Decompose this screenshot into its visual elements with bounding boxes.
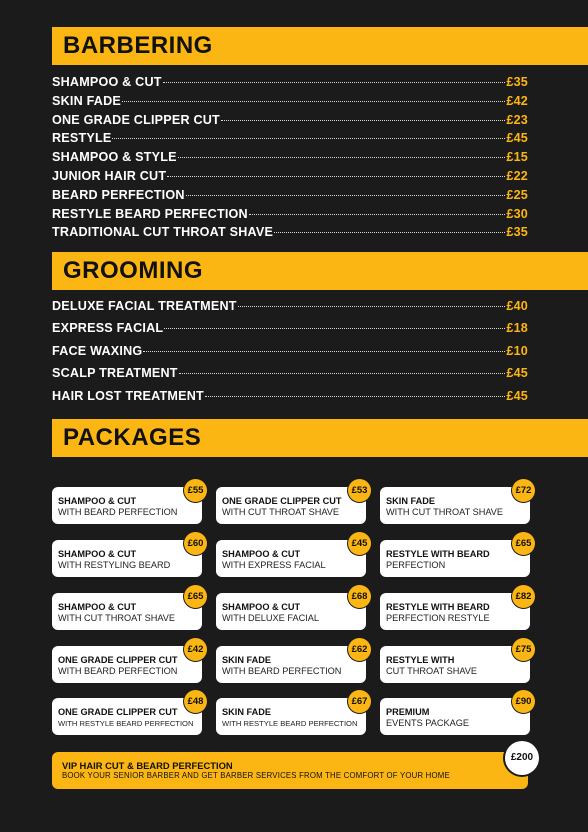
barbering-item [52, 150, 528, 169]
package-subtitle: WITH CUT THROAT SHAVE [222, 507, 340, 517]
package-title: SKIN FADE [386, 496, 436, 506]
package-card [216, 593, 366, 630]
barbering-list [52, 75, 528, 244]
grooming-item [52, 299, 528, 321]
package-subtitle: PERFECTION [386, 560, 446, 570]
item-price: £42 [506, 93, 528, 108]
item-name: RESTYLE BEARD PERFECTION [52, 206, 248, 221]
package-title: SKIN FADE [222, 655, 272, 665]
package-title: ONE GRADE CLIPPER CUT [222, 496, 342, 506]
price-badge: £48 [184, 690, 207, 713]
barbering-item [52, 75, 528, 94]
dot-leader [238, 306, 506, 307]
price-badge: £68 [348, 585, 371, 608]
packages-title: PACKAGES [63, 424, 202, 451]
price-badge: £62 [348, 638, 371, 661]
vip-title: VIP HAIR CUT & BEARD PERFECTION [62, 760, 233, 771]
price-badge: £72 [512, 479, 535, 502]
barbering-item [52, 113, 528, 132]
price-badge: £53 [348, 479, 371, 502]
grooming-item [52, 389, 528, 411]
item-name: RESTYLE [52, 131, 112, 146]
item-price: £35 [506, 225, 528, 240]
package-subtitle: PERFECTION RESTYLE [386, 613, 490, 623]
package-subtitle: WITH CUT THROAT SHAVE [58, 613, 176, 623]
grooming-header [52, 252, 588, 290]
price-badge: £82 [512, 585, 535, 608]
package-subtitle: WITH CUT THROAT SHAVE [386, 507, 504, 517]
item-name: SHAMPOO & STYLE [52, 150, 177, 165]
package-card [216, 698, 366, 735]
price-badge: £90 [512, 690, 535, 713]
package-title: SHAMPOO & CUT [58, 549, 137, 559]
barbering-item [52, 94, 528, 113]
package-title: SHAMPOO & CUT [222, 549, 301, 559]
package-title: SHAMPOO & CUT [58, 496, 137, 506]
package-title: SHAMPOO & CUT [222, 602, 301, 612]
package-subtitle: WITH BEARD PERFECTION [58, 507, 178, 517]
grooming-list [52, 299, 528, 411]
item-price: £23 [506, 112, 528, 127]
grooming-item [52, 344, 528, 366]
item-price: £15 [506, 150, 528, 165]
item-price: £40 [506, 299, 528, 313]
price-badge: £60 [184, 532, 207, 555]
item-name: EXPRESS FACIAL [52, 321, 164, 336]
price-badge: £67 [348, 690, 371, 713]
price-badge: £75 [512, 638, 535, 661]
package-card [216, 646, 366, 683]
package-title: ONE GRADE CLIPPER CUT [58, 655, 178, 665]
vip-price-badge: £200 [505, 741, 539, 775]
package-subtitle: WITH DELUXE FACIAL [222, 613, 319, 623]
item-name: SKIN FADE [52, 93, 121, 108]
dot-leader [178, 157, 506, 158]
package-card [380, 487, 530, 524]
dot-leader [249, 214, 506, 215]
package-title: SHAMPOO & CUT [58, 602, 137, 612]
item-name: FACE WAXING [52, 343, 143, 358]
package-card [380, 593, 530, 630]
dot-leader [143, 351, 505, 352]
dot-leader [274, 232, 505, 233]
item-price: £30 [506, 206, 528, 221]
package-card [216, 540, 366, 577]
dot-leader [179, 373, 506, 374]
package-title: RESTYLE WITH BEARD [386, 549, 490, 559]
dot-leader [164, 328, 505, 329]
grooming-item [52, 366, 528, 388]
dot-leader [205, 396, 505, 397]
grooming-item [52, 321, 528, 343]
dot-leader [163, 82, 506, 83]
package-subtitle: WITH RESTYLE BEARD PERFECTION [222, 719, 358, 728]
dot-leader [112, 138, 505, 139]
package-subtitle: WITH EXPRESS FACIAL [222, 560, 326, 570]
package-card [52, 646, 202, 683]
item-price: £25 [506, 187, 528, 202]
item-price: £35 [506, 75, 528, 89]
price-badge: £42 [184, 638, 207, 661]
package-card [216, 487, 366, 524]
package-card [52, 540, 202, 577]
barbering-title: BARBERING [63, 32, 213, 59]
item-name: JUNIOR HAIR CUT [52, 168, 167, 183]
price-badge: £45 [348, 532, 371, 555]
barbering-item [52, 207, 528, 226]
item-price: £18 [506, 321, 528, 336]
package-card [380, 540, 530, 577]
packages-header [52, 419, 588, 457]
package-subtitle: WITH BEARD PERFECTION [58, 666, 178, 676]
package-subtitle: CUT THROAT SHAVE [386, 666, 478, 676]
vip-subtitle: BOOK YOUR SENIOR BARBER AND GET BARBER SERVICES FROM THE COMFORT OF YOUR HOME [62, 771, 450, 780]
package-title: ONE GRADE CLIPPER CUT [58, 707, 178, 717]
price-badge: £55 [184, 479, 207, 502]
dot-leader [167, 176, 505, 177]
barbering-item [52, 131, 528, 150]
package-subtitle: WITH RESTYLE BEARD PERFECTION [58, 719, 194, 728]
item-name: ONE GRADE CLIPPER CUT [52, 112, 220, 127]
price-badge: £65 [512, 532, 535, 555]
dot-leader [122, 101, 505, 102]
vip-banner [52, 752, 528, 789]
barbering-item [52, 169, 528, 188]
dot-leader [186, 195, 506, 196]
item-name: DELUXE FACIAL TREATMENT [52, 299, 237, 313]
package-subtitle: WITH RESTYLING BEARD [58, 560, 171, 570]
price-badge: £65 [184, 585, 207, 608]
item-name: SHAMPOO & CUT [52, 75, 162, 89]
package-subtitle: EVENTS PACKAGE [386, 718, 470, 728]
package-card [52, 593, 202, 630]
item-name: HAIR LOST TREATMENT [52, 388, 204, 403]
item-price: £45 [506, 388, 528, 403]
package-title: RESTYLE WITH [386, 655, 455, 665]
package-title: SKIN FADE [222, 707, 272, 717]
package-grid [52, 487, 530, 737]
package-card [52, 487, 202, 524]
package-title: RESTYLE WITH BEARD [386, 602, 490, 612]
item-price: £10 [506, 343, 528, 358]
grooming-title: GROOMING [63, 257, 203, 284]
package-card [52, 698, 202, 735]
package-card [380, 698, 530, 735]
package-title: PREMIUM [386, 707, 430, 717]
package-subtitle: WITH BEARD PERFECTION [222, 666, 342, 676]
package-card [380, 646, 530, 683]
item-name: BEARD PERFECTION [52, 187, 185, 202]
item-name: TRADITIONAL CUT THROAT SHAVE [52, 225, 274, 240]
barbering-item [52, 225, 528, 244]
item-price: £45 [506, 131, 528, 146]
dot-leader [221, 120, 505, 121]
barbering-item [52, 188, 528, 207]
item-price: £22 [506, 168, 528, 183]
barbering-header [52, 27, 588, 65]
item-name: SCALP TREATMENT [52, 366, 178, 381]
item-price: £45 [506, 366, 528, 381]
